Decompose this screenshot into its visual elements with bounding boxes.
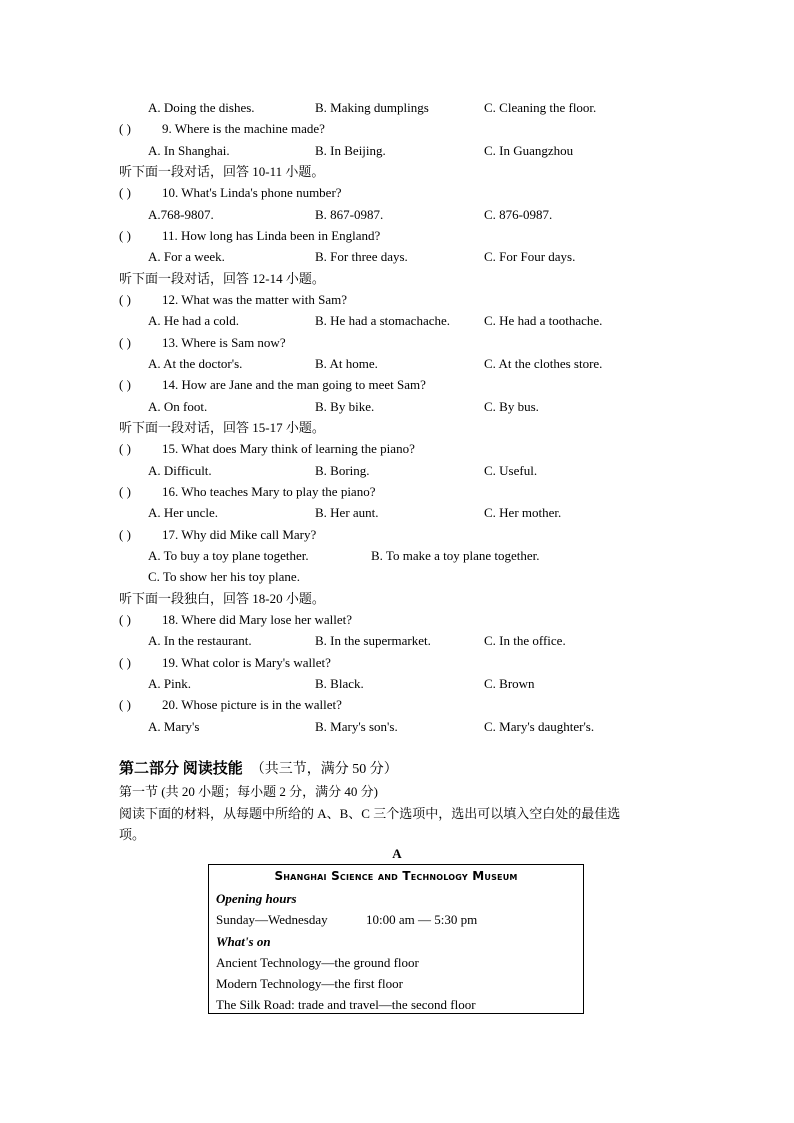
opening-hours-label: Opening hours [216,891,297,906]
q17-text: 17. Why did Mike call Mary? [162,527,317,542]
q10-text: 10. What's Linda's phone number? [162,185,342,200]
q12-option-b: B. He had a stomachache. [315,313,451,328]
floor-item: The Silk Road: trade and travel—the second floor [216,997,476,1012]
opening-days: Sunday—Wednesday [216,912,328,927]
answer-blank: ( ) [119,612,131,627]
q20-option-c: C. Mary's daughter's. [484,719,595,734]
q18-text: 18. Where did Mary lose her wallet? [162,612,352,627]
q12-text: 12. What was the matter with Sam? [162,292,347,307]
q17-option-a: A. To buy a toy plane together. [148,548,309,563]
q9-question [0,118,794,140]
museum-title: Shanghai Science and Technology Museum [274,869,518,883]
floor-item: Modern Technology—the first floor [216,976,403,991]
q8-option-b: B. Making dumplings [315,100,429,115]
instruction-text: 听下面一段对话，回答 15-17 小题。 [119,420,325,435]
q10-options [0,204,794,226]
q17-option-c: C. To show her his toy plane. [148,569,300,584]
museum-info-box [208,864,584,1014]
section-one-heading: 第一节 (共 20 小题；每小题 2 分，满分 40 分) [119,784,378,799]
answer-blank: ( ) [119,335,131,350]
q9-option-a: A. In Shanghai. [148,143,230,158]
q16-option-c: C. Her mother. [484,505,562,520]
answer-blank: ( ) [119,377,131,392]
q8-option-c: C. Cleaning the floor. [484,100,597,115]
q11-question [0,225,794,247]
q13-options [0,353,794,375]
answer-blank: ( ) [119,527,131,542]
q12-question [0,289,794,311]
q19-option-b: B. Black. [315,676,364,691]
opening-time: 10:00 am — 5:30 pm [366,912,478,927]
q9-text: 9. Where is the machine made? [162,121,325,136]
answer-blank: ( ) [119,655,131,670]
answer-blank: ( ) [119,292,131,307]
q17-options [0,545,794,567]
q15-question [0,438,794,460]
q11-text: 11. How long has Linda been in England? [162,228,381,243]
q9-option-c: C. In Guangzhou [484,143,574,158]
instruction-18-20 [0,588,794,610]
q10-option-b: B. 867-0987. [315,207,384,222]
q14-text: 14. How are Jane and the man going to meet Sam? [162,377,426,392]
q15-options [0,460,794,482]
part-note: （共三节，满分 50 分） [250,762,398,777]
q13-text: 13. Where is Sam now? [162,335,286,350]
q11-option-a: A. For a week. [148,249,225,264]
q15-text: 15. What does Mary think of learning the piano? [162,441,415,456]
q14-option-c: C. By bus. [484,399,539,414]
q10-question [0,182,794,204]
q16-option-a: A. Her uncle. [148,505,219,520]
q13-option-a: A. At the doctor's. [148,356,243,371]
q8-options [0,97,794,119]
q19-option-a: A. Pink. [148,676,191,691]
passage-label: A [392,846,402,861]
instruction-15-17 [0,417,794,439]
answer-blank: ( ) [119,484,131,499]
q19-option-c: C. Brown [484,676,535,691]
q13-option-b: B. At home. [315,356,378,371]
reading-instructions-line2: 项。 [119,827,146,842]
q20-options [0,716,794,738]
answer-blank: ( ) [119,697,131,712]
answer-blank: ( ) [119,121,131,136]
q9-options [0,140,794,162]
q18-option-b: B. In the supermarket. [315,633,431,648]
q16-question [0,481,794,503]
q14-option-a: A. On foot. [148,399,208,414]
q19-question [0,652,794,674]
q13-question [0,332,794,354]
q14-question [0,374,794,396]
answer-blank: ( ) [119,228,131,243]
q12-option-a: A. He had a cold. [148,313,239,328]
q11-option-c: C. For Four days. [484,249,576,264]
whats-on-label: What's on [216,934,271,949]
q20-option-b: B. Mary's son's. [315,719,398,734]
q10-option-a: A.768-9807. [148,207,214,222]
q16-option-b: B. Her aunt. [315,505,379,520]
q17-options-2 [0,566,794,588]
q14-option-b: B. By bike. [315,399,375,414]
q18-option-c: C. In the office. [484,633,566,648]
q19-text: 19. What color is Mary's wallet? [162,655,331,670]
instruction-text: 听下面一段独白，回答 18-20 小题。 [119,591,325,606]
q15-option-a: A. Difficult. [148,463,212,478]
q20-text: 20. Whose picture is in the wallet? [162,697,342,712]
q15-option-b: B. Boring. [315,463,370,478]
answer-blank: ( ) [119,185,131,200]
instruction-10-11 [0,161,794,183]
q16-text: 16. Who teaches Mary to play the piano? [162,484,376,499]
q9-option-b: B. In Beijing. [315,143,386,158]
instruction-text: 听下面一段对话，回答 12-14 小题。 [119,271,325,286]
q11-options [0,246,794,268]
instruction-12-14 [0,268,794,290]
q19-options [0,673,794,695]
q12-options [0,310,794,332]
q16-options [0,502,794,524]
part-title-text: 第二部分 阅读技能 [119,761,243,777]
q8-option-a: A. Doing the dishes. [148,100,255,115]
q12-option-c: C. He had a toothache. [484,313,603,328]
part-two-title [119,757,398,778]
instruction-text: 听下面一段对话，回答 10-11 小题。 [119,164,325,179]
q20-option-a: A. Mary's [148,719,200,734]
q18-question [0,609,794,631]
q18-option-a: A. In the restaurant. [148,633,252,648]
answer-blank: ( ) [119,441,131,456]
q15-option-c: C. Useful. [484,463,538,478]
q18-options [0,630,794,652]
q13-option-c: C. At the clothes store. [484,356,603,371]
q14-options [0,396,794,418]
opening-hours-row [216,912,576,928]
q17-option-b: B. To make a toy plane together. [371,548,540,563]
reading-instructions-line1: 阅读下面的材料，从每题中所给的 A、B、C 三个选项中，选出可以填入空白处的最佳选 [119,806,621,821]
q10-option-c: C. 876-0987. [484,207,553,222]
q11-option-b: B. For three days. [315,249,408,264]
floor-item: Ancient Technology—the ground floor [216,955,419,970]
q17-question [0,524,794,546]
q20-question [0,694,794,716]
